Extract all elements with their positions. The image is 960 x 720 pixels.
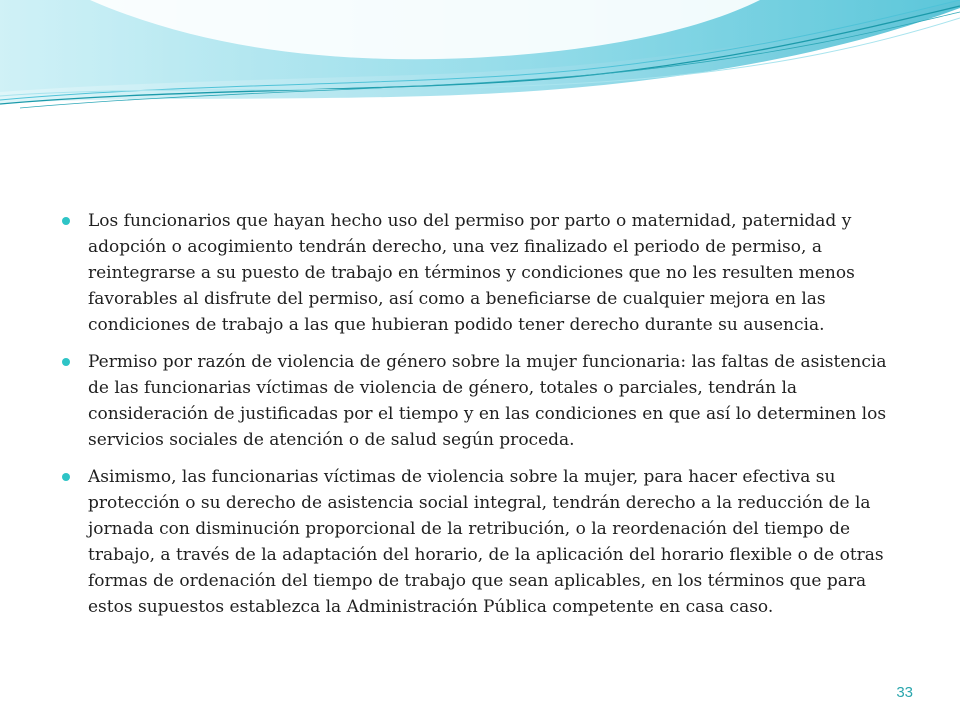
wave-header-decoration	[0, 0, 960, 130]
bullet-dot-icon	[62, 473, 70, 481]
bullet-list	[62, 208, 904, 631]
bullet-dot-icon	[62, 358, 70, 366]
bullet-text: Asimismo, las funcionarias víctimas de violencia sobre la mujer, para hacer efectiva su protección o su derecho de asistencia social integral, tendrán derecho a la reducción de la jornada con disminución proporcional de la retribución, o la reordenación del tiempo de trabajo, a través de la adaptación del horario, de la aplicación del horario flexible o de otras formas de ordenación del tiempo de trabajo que sean aplicables, en los términos que para estos supuestos establezca la Administración Pública competente en casa caso.	[88, 467, 884, 617]
bullet-item	[62, 349, 904, 453]
bullet-item	[62, 208, 904, 338]
bullet-item	[62, 464, 904, 620]
bullet-text: Los funcionarios que hayan hecho uso del permiso por parto o maternidad, paternidad y adopción o acogimiento tendrán derecho, una vez finalizado el periodo de permiso, a reintegrarse a su puesto de trabajo en términos y condiciones que no les resulten menos favorables al disfrute del permiso, así como a beneficiarse de cualquier mejora en las condiciones de trabajo a las que hubieran podido tener derecho durante su ausencia.	[88, 211, 855, 335]
bullet-dot-icon	[62, 217, 70, 225]
page-number: 33	[896, 684, 913, 701]
bullet-text: Permiso por razón de violencia de género sobre la mujer funcionaria: las faltas de asistencia de las funcionarias víctimas de violencia de género, totales o parciales, tendrán la consideración de justificadas por el tiempo y en las condiciones en que así lo determinen los servicios sociales de atención o de salud según proceda.	[88, 352, 887, 450]
